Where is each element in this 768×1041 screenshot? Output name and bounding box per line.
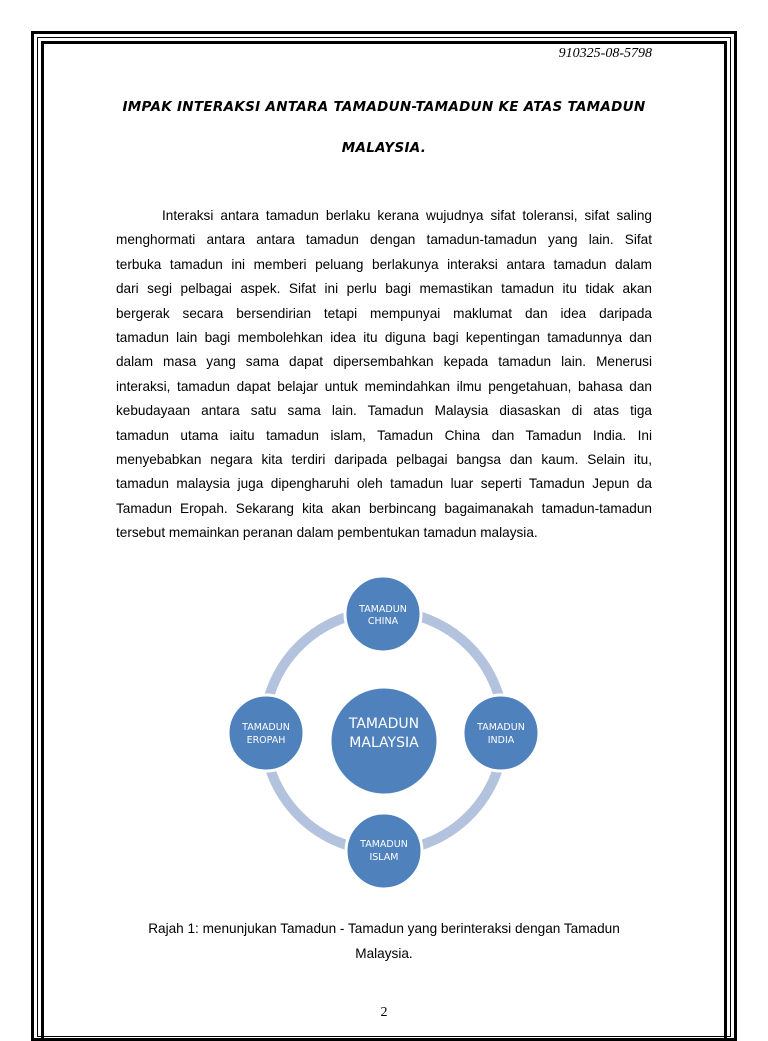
paragraph-line: interaksi, tamadun dapat belajar untuk memindahkan ilmu pengetahuan, bahasa dan <box>116 378 652 394</box>
figure-caption-line-1: Rajah 1: menunjukan Tamadun - Tamadun yang berinteraksi dengan Tamadun <box>148 921 620 936</box>
document-id: 910325-08-5798 <box>558 46 652 61</box>
paragraph-line: menyebabkan negara kita terdiri daripada pelbagai bangsa dan kaum. Selain itu, <box>116 451 652 467</box>
body-paragraph <box>116 204 652 545</box>
node-center-label-2: MALAYSIA <box>349 735 419 751</box>
paragraph-line: Interaksi antara tamadun berlaku kerana wujudnya sifat toleransi, sifat saling <box>162 208 652 223</box>
page-title-line-1: IMPAK INTERAKSI ANTARA TAMADUN-TAMADUN KE ATAS TAMADUN <box>122 99 646 115</box>
node-top-label-2: CHINA <box>367 616 399 627</box>
paragraph-line: dari segi pelbagai aspek. Sifat ini perlu bagi memastikan tamadun itu tidak akan <box>116 281 652 297</box>
node-right <box>463 695 539 771</box>
node-left <box>228 695 304 771</box>
paragraph-line: tamadun lain bagi membolehkan idea itu diguna bagi kepentingan tamadunnya dan <box>116 329 652 345</box>
node-right-label-2: INDIA <box>487 735 515 746</box>
paragraph-line: dalam masa yang sama dapat dipersembahkan kepada tamadun lain. Menerusi <box>116 354 652 370</box>
node-bottom-label-2: ISLAM <box>369 852 399 863</box>
paragraph-line: Tamadun Eropah. Sekarang kita akan berbincang bagaimanakah tamadun-tamadun <box>116 500 652 516</box>
node-top-label-1: TAMADUN <box>359 604 407 615</box>
page-title-line-2: MALAYSIA. <box>341 140 427 156</box>
tamadun-cycle-diagram <box>220 568 548 896</box>
paragraph-line: tamadun malaysia juga dipengharuhi oleh tamadun luar seperti Tamadun Jepun da <box>116 476 652 492</box>
paragraph-line: tersebut memainkan peranan dalam pembentukan tamadun malaysia. <box>116 525 538 541</box>
paragraph-line: terbuka tamadun ini memberi peluang berlakunya interaksi antara tamadun dalam <box>116 256 652 272</box>
paragraph-line: kebudayaan antara satu sama lain. Tamadun Malaysia diasaskan di atas tiga <box>116 403 652 419</box>
node-bottom <box>346 813 422 889</box>
paragraph-line: menghormati antara antara tamadun dengan tamadun-tamadun yang lain. Sifat <box>116 232 652 248</box>
node-left-label-1: TAMADUN <box>242 722 290 733</box>
node-center-label-1: TAMADUN <box>348 716 420 732</box>
paragraph-line: bergerak secara bersendirian tetapi mempunyai maklumat dan idea daripada <box>116 305 652 321</box>
paragraph-line: tamadun utama iaitu tamadun islam, Tamadun China dan Tamadun India. Ini <box>116 427 652 443</box>
page-number: 2 <box>380 1005 388 1020</box>
node-left-label-2: EROPAH <box>246 735 286 746</box>
node-right-label-1: TAMADUN <box>477 722 525 733</box>
node-bottom-label-1: TAMADUN <box>360 839 408 850</box>
figure-caption-line-2: Malaysia. <box>355 946 413 961</box>
